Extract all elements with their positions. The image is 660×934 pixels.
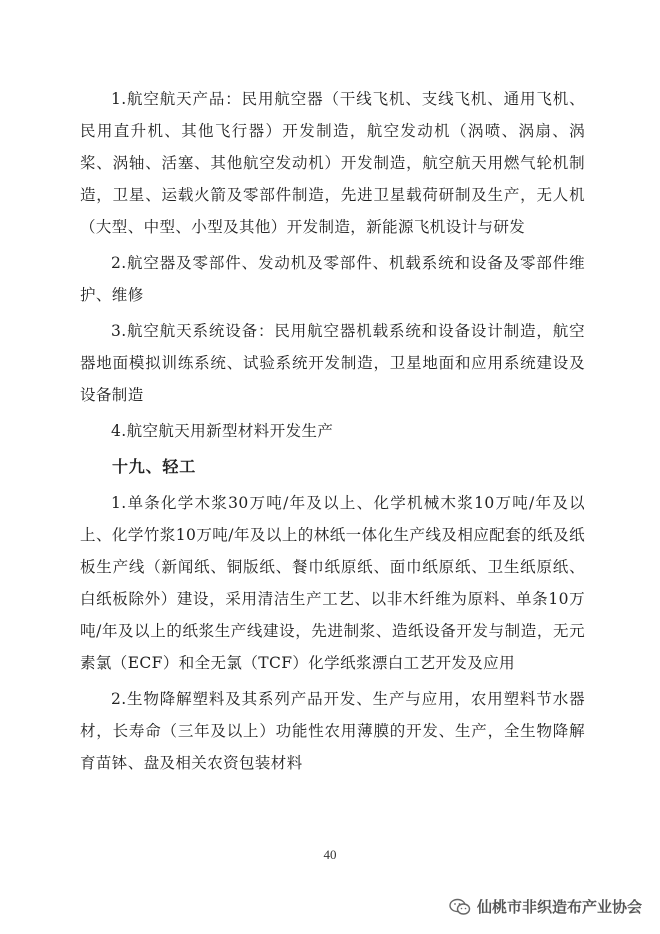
watermark-text: 仙桃市非织造布产业协会 bbox=[476, 898, 642, 916]
paragraph: 3.航空航天系统设备：民用航空器机载系统和设备设计制造，航空器地面模拟训练系统、试验系统开发制造，卫星地面和应用系统建设及设备制造 bbox=[80, 322, 585, 404]
paragraph: 1.航空航天产品：民用航空器（干线飞机、支线飞机、通用飞机、民用直升机、其他飞行器）开发制造，航空发动机（涡喷、涡扇、涡桨、涡轴、活塞、其他航空发动机）开发制造，航空航天用燃气轮机制造，卫星、运载火箭及零部件制造，先进卫星载荷研制及生产，无人机（大型、中型、小型及其他）开发制造，新能源飞机设计与研发 bbox=[80, 90, 585, 236]
paragraph: 1.单条化学木浆30万吨/年及以上、化学机械木浆10万吨/年及以上、化学竹浆10万吨/年及以上的林纸一体化生产线及相应配套的纸及纸板生产线（新闻纸、铜版纸、餐巾纸原纸、面巾纸原纸、卫生纸原纸、白纸板除外）建设，采用清洁生产工艺、以非木纤维为原料、单条10万吨/年及以上的纸浆生产线建设，先进制浆、造纸设备开发与制造，无元素氯（ECF）和全无氯（TCF）化学纸浆漂白工艺开发及应用 bbox=[80, 494, 585, 672]
section-heading: 十九、轻工 bbox=[112, 457, 197, 476]
wechat-icon bbox=[449, 898, 471, 916]
paragraph: 2.生物降解塑料及其系列产品开发、生产与应用，农用塑料节水器材，长寿命（三年及以上）功能性农用薄膜的开发、生产，全生物降解育苗钵、盘及相关农资包装材料 bbox=[80, 690, 585, 772]
document-body bbox=[80, 83, 585, 783]
paragraph: 4.航空航天用新型材料开发生产 bbox=[111, 422, 334, 440]
watermark bbox=[449, 896, 642, 917]
page-number: 40 bbox=[323, 847, 337, 862]
paragraph: 2.航空器及零部件、发动机及零部件、机载系统和设备及零部件维护、维修 bbox=[80, 254, 585, 304]
